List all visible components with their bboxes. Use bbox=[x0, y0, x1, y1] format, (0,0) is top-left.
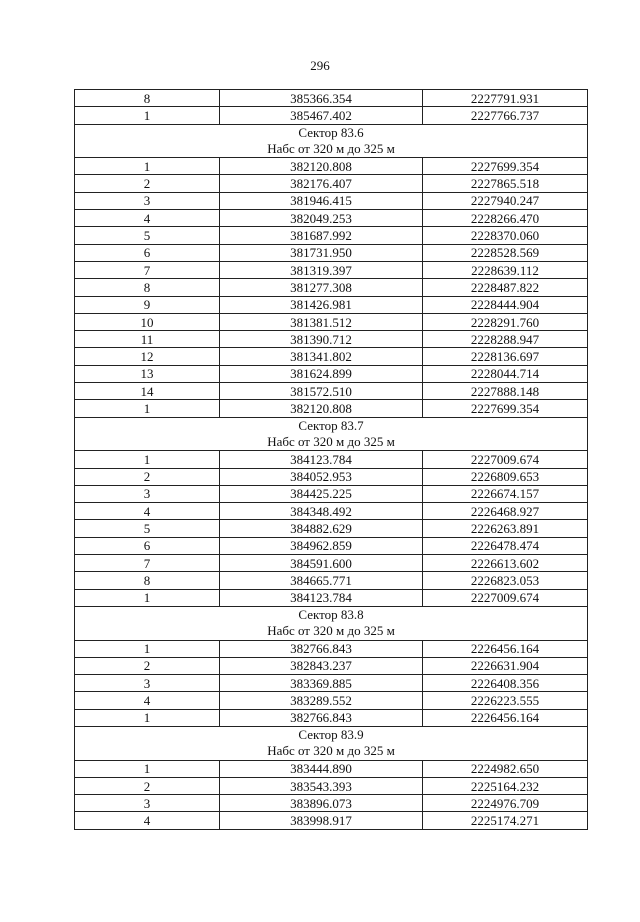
coordinate-y-cell: 2226809.653 bbox=[423, 468, 588, 485]
coordinate-x-cell: 381687.992 bbox=[220, 227, 423, 244]
table-row bbox=[75, 383, 588, 400]
table-row bbox=[75, 90, 588, 107]
coordinate-y-cell: 2226468.927 bbox=[423, 503, 588, 520]
coordinate-y-cell: 2228266.470 bbox=[423, 210, 588, 227]
table-row bbox=[75, 261, 588, 278]
sector-header-cell bbox=[75, 417, 588, 451]
table-row bbox=[75, 468, 588, 485]
sector-header-row bbox=[75, 124, 588, 158]
coordinate-x-cell: 382766.843 bbox=[220, 709, 423, 726]
coordinate-y-cell: 2226456.164 bbox=[423, 640, 588, 657]
coordinate-y-cell: 2227865.518 bbox=[423, 175, 588, 192]
table-row bbox=[75, 365, 588, 382]
table-row bbox=[75, 451, 588, 468]
table-row bbox=[75, 640, 588, 657]
point-number-cell: 1 bbox=[75, 760, 220, 777]
coordinate-x-cell: 382843.237 bbox=[220, 657, 423, 674]
table-row bbox=[75, 795, 588, 812]
coordinate-y-cell: 2227888.148 bbox=[423, 383, 588, 400]
table-row bbox=[75, 485, 588, 502]
table-row bbox=[75, 348, 588, 365]
point-number-cell: 12 bbox=[75, 348, 220, 365]
coordinate-y-cell: 2228444.904 bbox=[423, 296, 588, 313]
point-number-cell: 11 bbox=[75, 331, 220, 348]
coordinate-y-cell: 2226263.891 bbox=[423, 520, 588, 537]
coordinate-y-cell: 2227766.737 bbox=[423, 107, 588, 124]
coordinate-x-cell: 383289.552 bbox=[220, 692, 423, 709]
coordinate-y-cell: 2228288.947 bbox=[423, 331, 588, 348]
point-number-cell: 8 bbox=[75, 90, 220, 107]
table-row bbox=[75, 589, 588, 606]
point-number-cell: 10 bbox=[75, 313, 220, 330]
coordinate-x-cell: 382120.808 bbox=[220, 400, 423, 417]
coordinate-x-cell: 384123.784 bbox=[220, 589, 423, 606]
coordinate-x-cell: 382766.843 bbox=[220, 640, 423, 657]
coordinate-x-cell: 381731.950 bbox=[220, 244, 423, 261]
coordinate-x-cell: 381390.712 bbox=[220, 331, 423, 348]
coordinate-y-cell: 2228044.714 bbox=[423, 365, 588, 382]
point-number-cell: 1 bbox=[75, 709, 220, 726]
table-row bbox=[75, 572, 588, 589]
table-row bbox=[75, 175, 588, 192]
point-number-cell: 13 bbox=[75, 365, 220, 382]
coordinate-x-cell: 381381.512 bbox=[220, 313, 423, 330]
table-row bbox=[75, 692, 588, 709]
coordinate-y-cell: 2227940.247 bbox=[423, 192, 588, 209]
point-number-cell: 1 bbox=[75, 107, 220, 124]
coordinate-x-cell: 383444.890 bbox=[220, 760, 423, 777]
point-number-cell: 6 bbox=[75, 244, 220, 261]
sector-title: Сектор 83.9 bbox=[298, 726, 364, 742]
point-number-cell: 2 bbox=[75, 657, 220, 674]
table-row bbox=[75, 296, 588, 313]
point-number-cell: 5 bbox=[75, 520, 220, 537]
point-number-cell: 3 bbox=[75, 795, 220, 812]
coordinate-y-cell: 2228528.569 bbox=[423, 244, 588, 261]
table-row bbox=[75, 279, 588, 296]
coordinate-x-cell: 385467.402 bbox=[220, 107, 423, 124]
table-row bbox=[75, 107, 588, 124]
point-number-cell: 7 bbox=[75, 261, 220, 278]
coordinate-y-cell: 2226823.053 bbox=[423, 572, 588, 589]
coordinate-x-cell: 383543.393 bbox=[220, 777, 423, 794]
point-number-cell: 2 bbox=[75, 468, 220, 485]
sector-title: Сектор 83.6 bbox=[298, 124, 364, 140]
coordinate-y-cell: 2227009.674 bbox=[423, 589, 588, 606]
point-number-cell: 5 bbox=[75, 227, 220, 244]
coordinate-x-cell: 381624.899 bbox=[220, 365, 423, 382]
sector-header-cell bbox=[75, 124, 588, 158]
coordinate-x-cell: 381946.415 bbox=[220, 192, 423, 209]
coordinate-y-cell: 2226456.164 bbox=[423, 709, 588, 726]
coordinate-x-cell: 381277.308 bbox=[220, 279, 423, 296]
sector-height-range: Набс от 320 м до 325 м bbox=[267, 140, 395, 156]
coordinate-y-cell: 2226223.555 bbox=[423, 692, 588, 709]
coordinate-x-cell: 384882.629 bbox=[220, 520, 423, 537]
coordinate-y-cell: 2227699.354 bbox=[423, 158, 588, 175]
page-number: 296 bbox=[310, 58, 330, 73]
table-row bbox=[75, 503, 588, 520]
point-number-cell: 14 bbox=[75, 383, 220, 400]
coordinate-y-cell: 2228487.822 bbox=[423, 279, 588, 296]
sector-height-range: Набс от 320 м до 325 м bbox=[267, 623, 395, 639]
coordinate-x-cell: 381426.981 bbox=[220, 296, 423, 313]
coordinate-x-cell: 383896.073 bbox=[220, 795, 423, 812]
coordinate-y-cell: 2226478.474 bbox=[423, 537, 588, 554]
table-row bbox=[75, 244, 588, 261]
point-number-cell: 1 bbox=[75, 400, 220, 417]
sector-header-row bbox=[75, 606, 588, 640]
point-number-cell: 3 bbox=[75, 675, 220, 692]
coordinate-y-cell: 2228370.060 bbox=[423, 227, 588, 244]
coordinate-y-cell: 2224982.650 bbox=[423, 760, 588, 777]
coordinates-table-body bbox=[75, 90, 588, 830]
coordinate-x-cell: 381572.510 bbox=[220, 383, 423, 400]
coordinate-y-cell: 2225174.271 bbox=[423, 812, 588, 829]
sector-header-cell bbox=[75, 726, 588, 760]
table-row bbox=[75, 158, 588, 175]
table-row bbox=[75, 812, 588, 829]
point-number-cell: 9 bbox=[75, 296, 220, 313]
coordinate-x-cell: 382120.808 bbox=[220, 158, 423, 175]
coordinate-x-cell: 384052.953 bbox=[220, 468, 423, 485]
table-row bbox=[75, 777, 588, 794]
point-number-cell: 8 bbox=[75, 572, 220, 589]
table-row bbox=[75, 555, 588, 572]
coordinate-y-cell: 2228639.112 bbox=[423, 261, 588, 278]
coordinate-x-cell: 383998.917 bbox=[220, 812, 423, 829]
coordinate-y-cell: 2224976.709 bbox=[423, 795, 588, 812]
coordinate-x-cell: 384665.771 bbox=[220, 572, 423, 589]
point-number-cell: 4 bbox=[75, 812, 220, 829]
point-number-cell: 3 bbox=[75, 192, 220, 209]
coordinate-y-cell: 2227699.354 bbox=[423, 400, 588, 417]
table-row bbox=[75, 227, 588, 244]
table-row bbox=[75, 520, 588, 537]
point-number-cell: 2 bbox=[75, 777, 220, 794]
sector-height-range: Набс от 320 м до 325 м bbox=[267, 743, 395, 759]
coordinate-x-cell: 382049.253 bbox=[220, 210, 423, 227]
sector-title: Сектор 83.7 bbox=[298, 417, 364, 433]
coordinate-x-cell: 384123.784 bbox=[220, 451, 423, 468]
point-number-cell: 4 bbox=[75, 210, 220, 227]
coordinate-y-cell: 2226613.602 bbox=[423, 555, 588, 572]
coordinate-x-cell: 384348.492 bbox=[220, 503, 423, 520]
coordinates-table bbox=[74, 89, 588, 830]
table-row bbox=[75, 537, 588, 554]
coordinate-x-cell: 384591.600 bbox=[220, 555, 423, 572]
point-number-cell: 1 bbox=[75, 158, 220, 175]
table-row bbox=[75, 657, 588, 674]
point-number-cell: 1 bbox=[75, 451, 220, 468]
point-number-cell: 7 bbox=[75, 555, 220, 572]
sector-title: Сектор 83.8 bbox=[298, 606, 364, 622]
table-row bbox=[75, 400, 588, 417]
coordinate-y-cell: 2226674.157 bbox=[423, 485, 588, 502]
point-number-cell: 3 bbox=[75, 485, 220, 502]
table-row bbox=[75, 192, 588, 209]
coordinate-y-cell: 2228291.760 bbox=[423, 313, 588, 330]
table-row bbox=[75, 331, 588, 348]
coordinate-x-cell: 384425.225 bbox=[220, 485, 423, 502]
point-number-cell: 2 bbox=[75, 175, 220, 192]
coordinate-y-cell: 2225164.232 bbox=[423, 777, 588, 794]
point-number-cell: 1 bbox=[75, 640, 220, 657]
table-row bbox=[75, 709, 588, 726]
sector-height-range: Набс от 320 м до 325 м bbox=[267, 433, 395, 449]
coordinate-y-cell: 2227009.674 bbox=[423, 451, 588, 468]
sector-header-row bbox=[75, 417, 588, 451]
coordinate-x-cell: 385366.354 bbox=[220, 90, 423, 107]
coordinate-y-cell: 2228136.697 bbox=[423, 348, 588, 365]
coordinate-x-cell: 381341.802 bbox=[220, 348, 423, 365]
sector-header-row bbox=[75, 726, 588, 760]
coordinate-y-cell: 2226631.904 bbox=[423, 657, 588, 674]
coordinate-x-cell: 383369.885 bbox=[220, 675, 423, 692]
coordinates-table-container bbox=[74, 89, 587, 830]
table-row bbox=[75, 313, 588, 330]
point-number-cell: 8 bbox=[75, 279, 220, 296]
coordinate-x-cell: 382176.407 bbox=[220, 175, 423, 192]
point-number-cell: 4 bbox=[75, 692, 220, 709]
coordinate-x-cell: 384962.859 bbox=[220, 537, 423, 554]
table-row bbox=[75, 210, 588, 227]
point-number-cell: 1 bbox=[75, 589, 220, 606]
point-number-cell: 6 bbox=[75, 537, 220, 554]
coordinate-x-cell: 381319.397 bbox=[220, 261, 423, 278]
point-number-cell: 4 bbox=[75, 503, 220, 520]
table-row bbox=[75, 760, 588, 777]
coordinate-y-cell: 2226408.356 bbox=[423, 675, 588, 692]
sector-header-cell bbox=[75, 606, 588, 640]
table-row bbox=[75, 675, 588, 692]
coordinate-y-cell: 2227791.931 bbox=[423, 90, 588, 107]
